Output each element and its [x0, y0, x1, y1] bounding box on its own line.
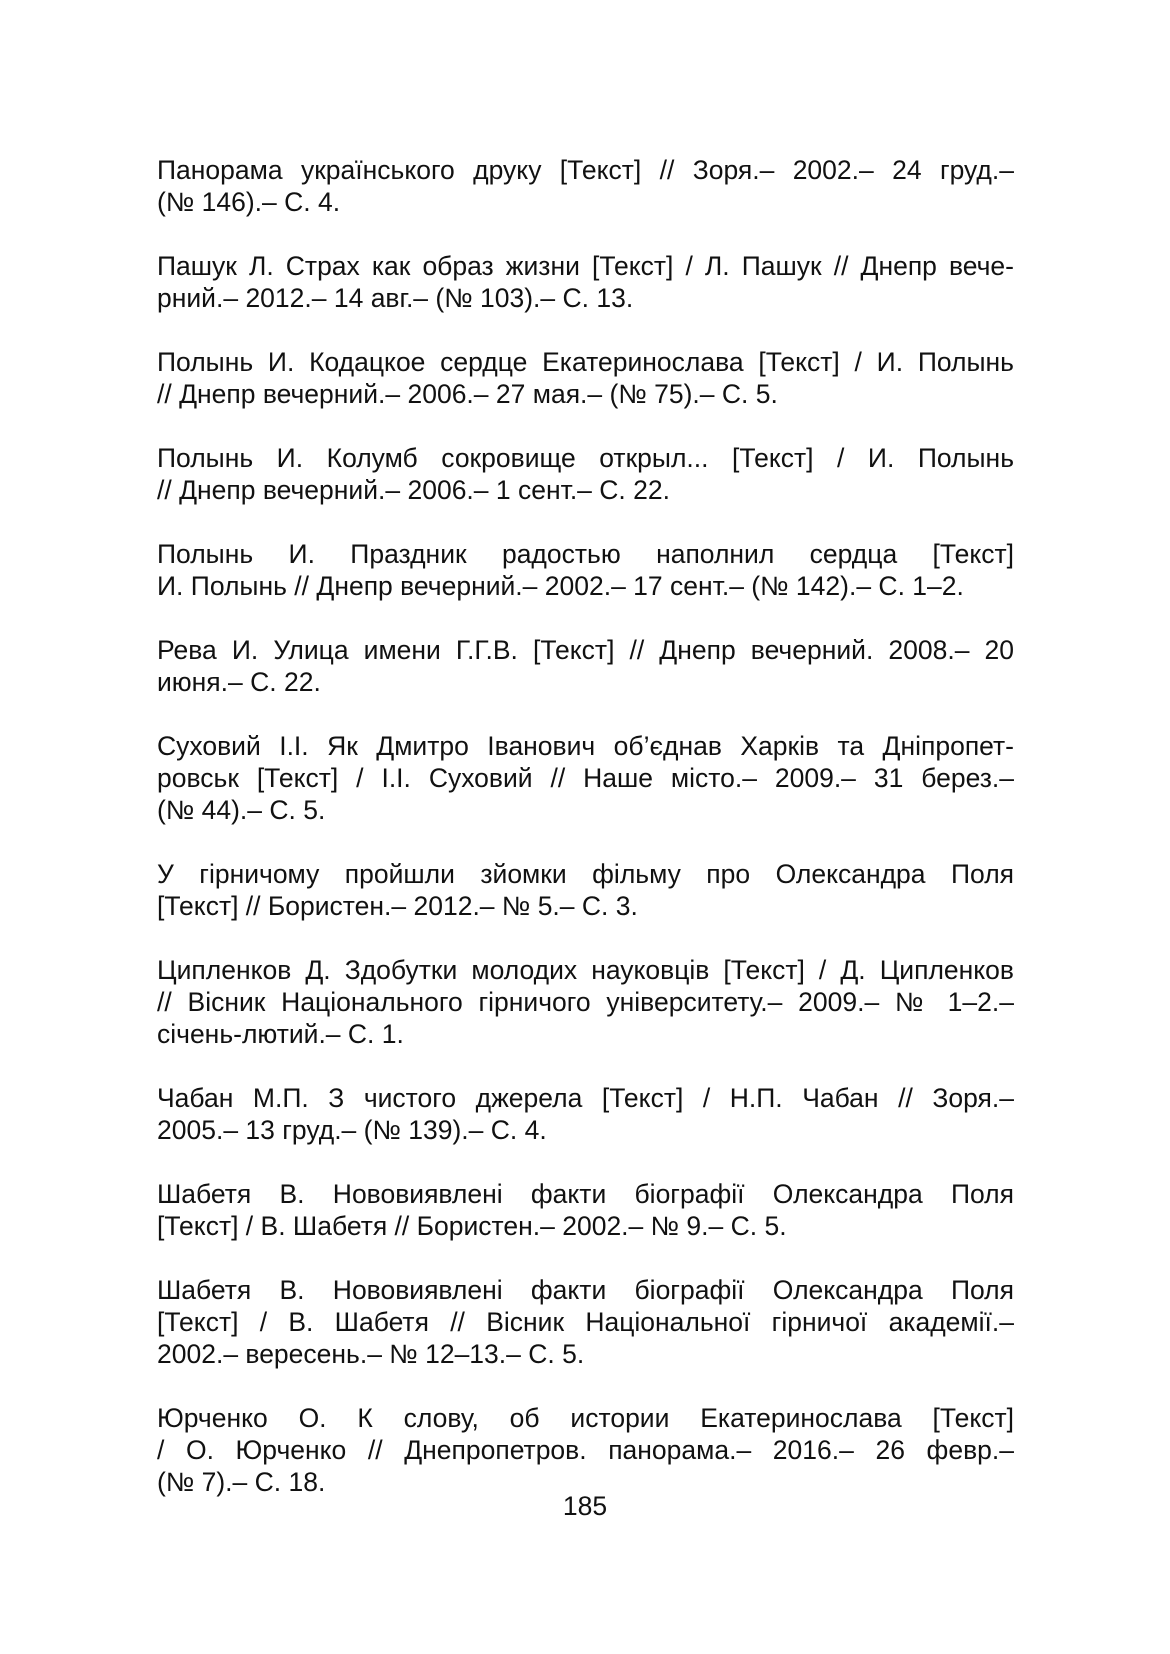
entry-line: Полынь И. Праздник радостью наполнил сердца [Текст] — [157, 539, 1014, 569]
entry-line: Рева И. Улица имени Г.Г.В. [Текст] // Днепр вечерний. 2008.– 20 — [157, 635, 1014, 665]
entry-line: июня.– С. 22. — [157, 667, 321, 697]
bibliography-entry — [157, 1274, 1014, 1370]
entry-line: // Днепр вечерний.– 2006.– 1 сент.– С. 22. — [157, 475, 670, 505]
entry-line: Суховий І.І. Як Дмитро Іванович об’єднав Харків та Дніпропет- — [157, 731, 1014, 761]
entry-line: Полынь И. Колумб сокровище открыл... [Текст] / И. Полынь — [157, 443, 1014, 473]
entry-line: // Вісник Національного гірничого університету.– 2009.– № 1–2.– — [157, 987, 1014, 1017]
bibliography-entry — [157, 346, 1014, 410]
entry-line: [Текст] / В. Шабетя // Вісник Національної гірничої академії.– — [157, 1307, 1014, 1337]
entry-line: Пашук Л. Страх как образ жизни [Текст] / Л. Пашук // Днепр вече- — [157, 251, 1014, 281]
entry-line: // Днепр вечерний.– 2006.– 27 мая.– (№ 75).– С. 5. — [157, 379, 778, 409]
entry-line: / О. Юрченко // Днепропетров. панорама.– 2016.– 26 февр.– — [157, 1435, 1014, 1465]
entry-line: Шабетя В. Нововиявлені факти біографії Олександра Поля — [157, 1179, 1014, 1209]
bibliography-entry — [157, 954, 1014, 1050]
bibliography-entry — [157, 730, 1014, 826]
entry-line: рний.– 2012.– 14 авг.– (№ 103).– С. 13. — [157, 283, 634, 313]
bibliography-list — [157, 154, 1014, 1530]
bibliography-entry — [157, 1402, 1014, 1498]
bibliography-entry — [157, 250, 1014, 314]
entry-line: Чабан М.П. З чистого джерела [Текст] / Н.П. Чабан // Зоря.– — [157, 1083, 1014, 1113]
entry-line: 2005.– 13 груд.– (№ 139).– С. 4. — [157, 1115, 547, 1145]
bibliography-entry — [157, 634, 1014, 698]
entry-line: (№ 7).– С. 18. — [157, 1467, 326, 1497]
entry-line: (№ 44).– С. 5. — [157, 795, 326, 825]
entry-line: И. Полынь // Днепр вечерний.– 2002.– 17 сент.– (№ 142).– С. 1–2. — [157, 571, 964, 601]
bibliography-entry — [157, 154, 1014, 218]
page-number: 185 — [562, 1491, 608, 1521]
bibliography-entry — [157, 538, 1014, 602]
bibliography-entry — [157, 1082, 1014, 1146]
entry-line: ровськ [Текст] / І.І. Суховий // Наше місто.– 2009.– 31 берез.– — [157, 763, 1014, 793]
entry-line: Юрченко О. К слову, об истории Екатеринослава [Текст] — [157, 1403, 1014, 1433]
bibliography-entry — [157, 858, 1014, 922]
entry-line: [Текст] / В. Шабетя // Бористен.– 2002.– № 9.– С. 5. — [157, 1211, 787, 1241]
entry-line: Шабетя В. Нововиявлені факти біографії Олександра Поля — [157, 1275, 1014, 1305]
entry-line: січень-лютий.– С. 1. — [157, 1019, 404, 1049]
entry-line: 2002.– вересень.– № 12–13.– С. 5. — [157, 1339, 585, 1369]
entry-line: [Текст] // Бористен.– 2012.– № 5.– С. 3. — [157, 891, 638, 921]
entry-line: Ципленков Д. Здобутки молодих науковців [Текст] / Д. Ципленков — [157, 955, 1014, 985]
bibliography-entry — [157, 442, 1014, 506]
entry-line: У гірничому пройшли зйомки фільму про Олександра Поля — [157, 859, 1014, 889]
entry-line: Панорама українського друку [Текст] // Зоря.– 2002.– 24 груд.– — [157, 155, 1014, 185]
entry-line: (№ 146).– С. 4. — [157, 187, 341, 217]
entry-line: Полынь И. Кодацкое сердце Екатеринослава [Текст] / И. Полынь — [157, 347, 1014, 377]
bibliography-entry — [157, 1178, 1014, 1242]
